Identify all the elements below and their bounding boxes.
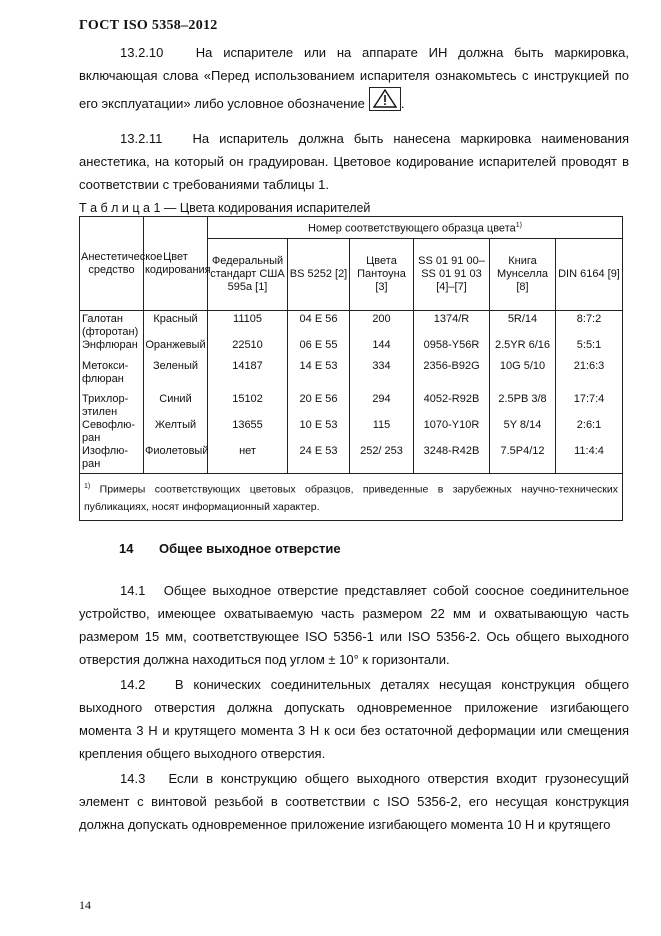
- table-cell: 24 E 53: [288, 445, 350, 474]
- footnote-mark: 1): [84, 483, 91, 491]
- clause-text: На испарителе или на аппарате ИН должна быть маркировка, включающая слова «Перед использованием испарителя ознакомьтесь с инструкцией по его эксплуатации» либо условное обозначение: [79, 45, 629, 111]
- table-cell: 252/ 253: [350, 445, 414, 474]
- header-anesthetic: Анестетическое средство: [80, 217, 144, 311]
- table-cell: 2356-B92G: [414, 360, 490, 393]
- document-header: ГОСТ ISO 5358–2012: [79, 18, 218, 33]
- table-cell: 200: [350, 311, 414, 340]
- warning-triangle-icon: [369, 87, 401, 111]
- section-14-heading: [119, 541, 341, 556]
- table-cell: 10 E 53: [288, 419, 350, 445]
- table-cell: 11105: [208, 311, 288, 340]
- table-cell: Оранжевый: [144, 339, 208, 360]
- header-color-sample-group: [208, 217, 623, 239]
- table-cell: 14 E 53: [288, 360, 350, 393]
- table-cell: Зеленый: [144, 360, 208, 393]
- table-cell: Энфлюран: [80, 339, 144, 360]
- header-ss: SS 01 91 00–SS 01 91 03 [4]–[7]: [414, 239, 490, 311]
- table-cell: 04 E 56: [288, 311, 350, 340]
- table-cell: Фиолетовый: [144, 445, 208, 474]
- table-cell: 7.5P4/12: [490, 445, 556, 474]
- header-pantone: Цвета Пантоуна [3]: [350, 239, 414, 311]
- table-cell: 1070-Y10R: [414, 419, 490, 445]
- table-cell: 4052-R92B: [414, 393, 490, 419]
- table-cell: 294: [350, 393, 414, 419]
- table-cell: Красный: [144, 311, 208, 340]
- table-row: [80, 311, 623, 340]
- paragraph-14-1: [79, 579, 629, 671]
- clause-text: Если в конструкцию общего выходного отверстия входит грузонесущий элемент с винтовой резьбой в соответствии с ISO 5356-2, его несущая конструкция должна допускать одновременное приложение изгибающего момента 10 Н и крутящего: [79, 771, 629, 832]
- section-number: 14: [119, 541, 134, 556]
- table-cell: нет: [208, 445, 288, 474]
- clause-number: 14.2: [120, 677, 146, 692]
- footnote-ref: 1): [515, 222, 522, 230]
- table-row: [80, 393, 623, 419]
- table-cell: 15102: [208, 393, 288, 419]
- table-row: [80, 339, 623, 360]
- header-din6164: DIN 6164 [9]: [556, 239, 623, 311]
- table-cell: 2.5YR 6/16: [490, 339, 556, 360]
- table-row: [80, 360, 623, 393]
- table-cell: 06 E 55: [288, 339, 350, 360]
- table-cell: Трихлор-этилен: [80, 393, 144, 419]
- clause-number: 14.1: [120, 583, 146, 598]
- header-munsell: Книга Мунселла [8]: [490, 239, 556, 311]
- table-footnote: [80, 474, 623, 521]
- table-cell: 5R/14: [490, 311, 556, 340]
- table-cell: 0958-Y56R: [414, 339, 490, 360]
- table-cell: 10G 5/10: [490, 360, 556, 393]
- color-coding-table: [79, 216, 623, 521]
- table-cell: 3248-R42B: [414, 445, 490, 474]
- table-cell: 144: [350, 339, 414, 360]
- clause-number: 13.2.10: [120, 45, 164, 60]
- table-cell: Севофлю-ран: [80, 419, 144, 445]
- table-cell: Метокси-флюран: [80, 360, 144, 393]
- page-number: 14: [79, 898, 91, 912]
- header-us-federal: Федеральный стандарт США 595а [1]: [208, 239, 288, 311]
- table-cell: 115: [350, 419, 414, 445]
- table-cell: 334: [350, 360, 414, 393]
- table-cell: 2.5PB 3/8: [490, 393, 556, 419]
- table-cell: 14187: [208, 360, 288, 393]
- paragraph-13-2-11: [79, 127, 629, 196]
- paragraph-13-2-10: 13.2.10 На испарителе или на аппарате ИН должна быть маркировка, включающая слова «Перед использованием испарителя ознакомьтесь с инструкцией по его эксплуатации» либо условное обозначение .: [79, 45, 629, 111]
- table-cell: 8:7:2: [556, 311, 623, 340]
- section-title: Общее выходное отверстие: [159, 541, 341, 556]
- table-cell: Желтый: [144, 419, 208, 445]
- header-color: Цвет кодирования: [144, 217, 208, 311]
- clause-number: 14.3: [120, 771, 146, 786]
- footnote-text: Примеры соответствующих цветовых образцов, приведенные в зарубежных научно-технических публикациях, носят информационный характер.: [84, 483, 618, 513]
- clause-number: 13.2.11: [120, 131, 163, 146]
- table-cell: Галотан (фторотан): [80, 311, 144, 340]
- table-cell: 21:6:3: [556, 360, 623, 393]
- table-cell: 20 E 56: [288, 393, 350, 419]
- clause-text: На испаритель должна быть нанесена маркировка наименования анестетика, на который он градуирован. Цветовое кодирование испарителей проводят в соответствии с требованиями таблицы 1.: [79, 131, 629, 192]
- table-cell: 11:4:4: [556, 445, 623, 474]
- table-row: [80, 445, 623, 474]
- paragraph-14-3: [79, 767, 629, 836]
- clause-text: Общее выходное отверстие представляет собой соосное соединительное устройство, имеющее охватываемую часть размером 22 мм и охватывающую часть размером 15 мм, соответствующее ISO 5356-1 или ISO 5356-2. Ось общего выходного отверстия должна находиться под углом ± 10° к горизонтали.: [79, 583, 630, 667]
- table-cell: 17:7:4: [556, 393, 623, 419]
- table-row: [80, 419, 623, 445]
- table-cell: Изофлю-ран: [80, 445, 144, 474]
- table-cell: 5Y 8/14: [490, 419, 556, 445]
- table-cell: 5:5:1: [556, 339, 623, 360]
- group-header-text: Номер соответствующего образца цвета: [308, 222, 516, 235]
- header-bs5252: BS 5252 [2]: [288, 239, 350, 311]
- table-caption: Т а б л и ц а 1 — Цвета кодирования испарителей: [79, 201, 371, 215]
- table-cell: 1374/R: [414, 311, 490, 340]
- table-cell: Синий: [144, 393, 208, 419]
- table-cell: 2:6:1: [556, 419, 623, 445]
- table-cell: 13655: [208, 419, 288, 445]
- clause-text: В конических соединительных деталях несущая конструкция общего выходного отверстия должна допускать одновременное приложение изгибающего момента 3 Н и крутящего момента 3 Н к оси без остаточной деформации или смещения крепления общего выходного отверстия.: [79, 677, 629, 761]
- table-cell: 22510: [208, 339, 288, 360]
- paragraph-14-2: [79, 673, 629, 765]
